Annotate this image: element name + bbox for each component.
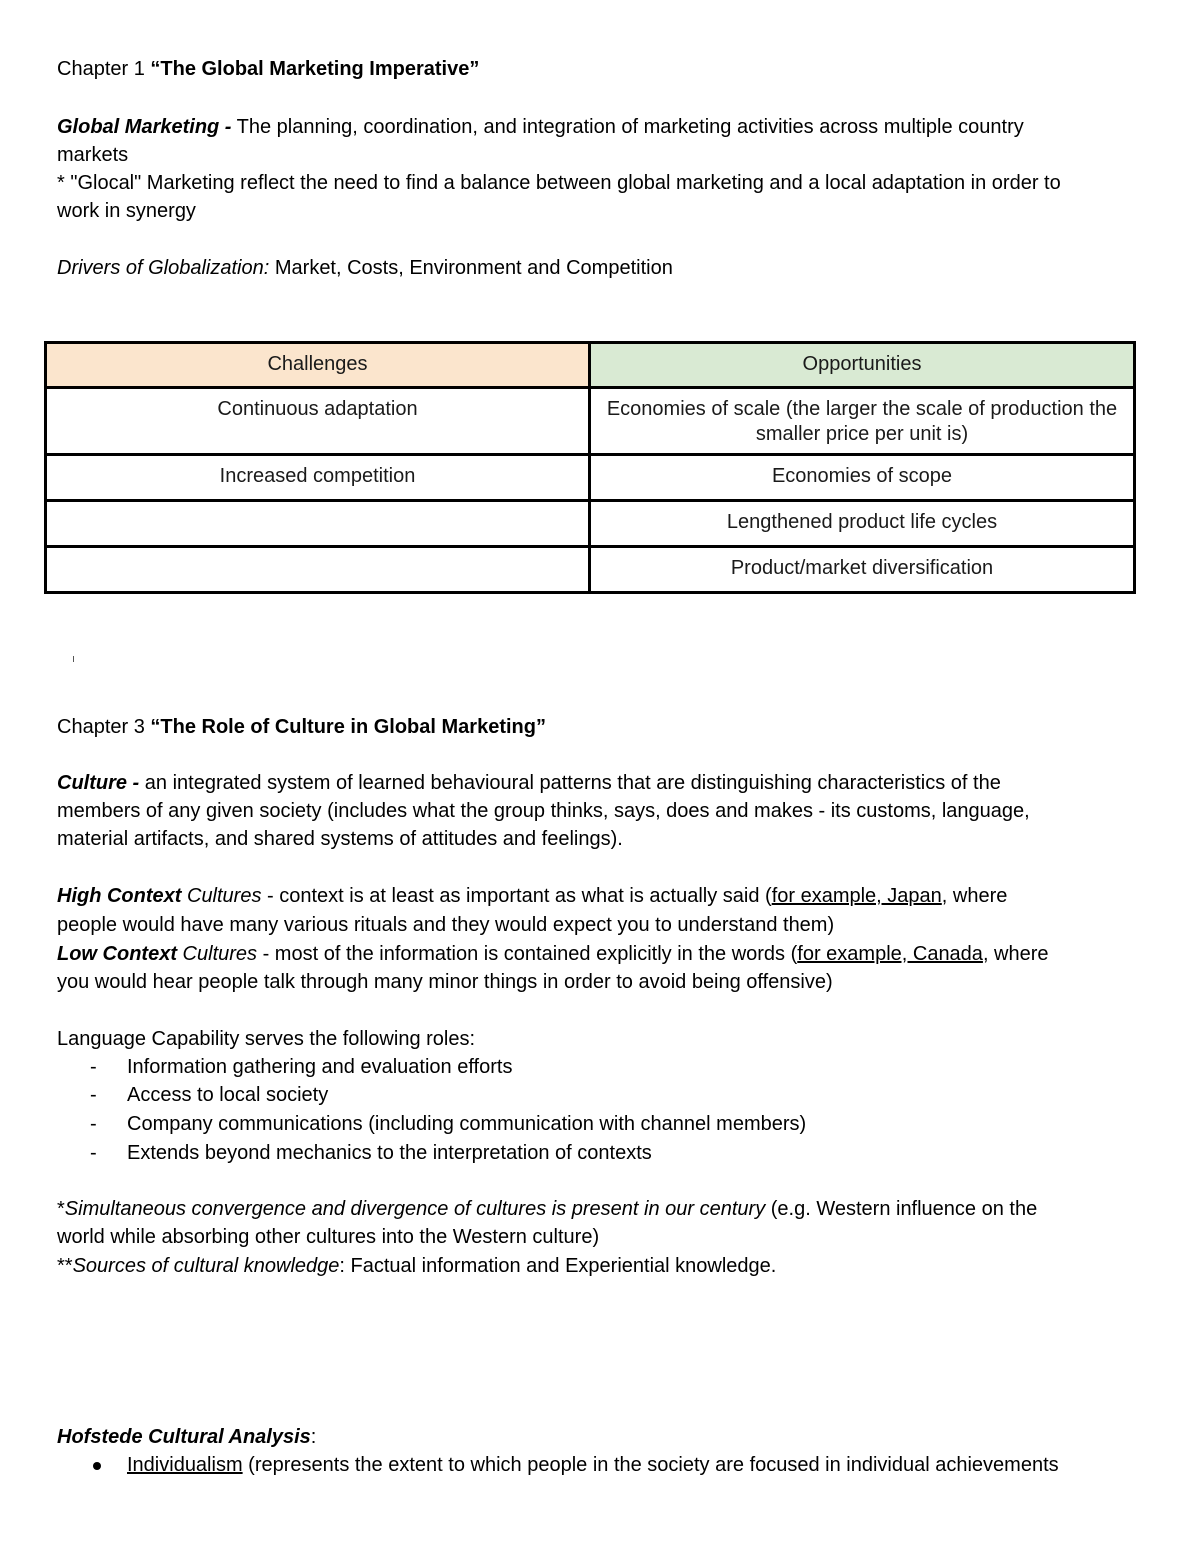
- high-context-text-2: , where: [941, 885, 1008, 907]
- opportunity-cell: Lengthened product life cycles: [590, 501, 1135, 547]
- convergence-line-2: world while absorbing other cultures into the Western culture): [57, 1226, 600, 1248]
- high-context-line-2: people would have many various rituals and they would expect you to understand them): [57, 914, 835, 936]
- convergence-text: (e.g. Western influence on the: [765, 1198, 1038, 1220]
- table-header-row: [46, 343, 1135, 388]
- hofstede-item-individualism: [127, 1451, 1059, 1479]
- high-context-definition: [57, 882, 1007, 910]
- dash-marker: -: [90, 1142, 97, 1164]
- drivers-label: Drivers of Globalization:: [57, 257, 270, 279]
- challenge-cell: [46, 547, 590, 593]
- stray-mark: [73, 656, 74, 662]
- culture-definition: [57, 769, 1001, 797]
- opportunity-cell: Economies of scope: [590, 455, 1135, 501]
- challenge-cell: Increased competition: [46, 455, 590, 501]
- global-marketing-definition: [57, 113, 1024, 141]
- language-role: Extends beyond mechanics to the interpretation of contexts: [127, 1142, 652, 1164]
- sources-italic: Sources of cultural knowledge: [72, 1255, 340, 1277]
- low-context-text-2: , where: [982, 943, 1049, 965]
- culture-line-1: an integrated system of learned behavioural patterns that are distinguishing characteristics of the: [139, 772, 1001, 794]
- individualism-text: (represents the extent to which people in the society are focused in individual achievements: [242, 1454, 1059, 1476]
- low-context-word: Cultures: [177, 943, 258, 965]
- hofstede-title: Hofstede Cultural Analysis: [57, 1426, 311, 1448]
- bullet-icon: [93, 1462, 101, 1470]
- chapter-1-prefix: Chapter 1: [57, 58, 151, 80]
- chapter-3-heading: [57, 713, 546, 741]
- culture-term: Culture -: [57, 772, 140, 794]
- convergence-star: *: [57, 1198, 65, 1220]
- culture-line-3: material artifacts, and shared systems of attitudes and feelings).: [57, 828, 623, 850]
- convergence-note: [57, 1195, 1037, 1223]
- individualism-term: Individualism: [127, 1454, 243, 1476]
- culture-line-2: members of any given society (includes what the group thinks, says, does and makes - its customs, language,: [57, 800, 1030, 822]
- glocal-line-2: work in synergy: [57, 200, 196, 222]
- global-marketing-def-1: The planning, coordination, and integration of marketing activities across multiple country: [231, 116, 1024, 138]
- sources-text: : Factual information and Experiential knowledge.: [339, 1255, 777, 1277]
- table-row: [46, 388, 1135, 455]
- high-context-text: - context is at least as important as what is actually said (: [261, 885, 772, 907]
- global-marketing-def-2: markets: [57, 144, 129, 166]
- language-intro: Language Capability serves the following roles:: [57, 1028, 476, 1050]
- challenges-opportunities-table: [44, 341, 1136, 594]
- header-opportunities: Opportunities: [590, 343, 1135, 388]
- opportunity-cell: Product/market diversification: [590, 547, 1135, 593]
- header-challenges: Challenges: [46, 343, 590, 388]
- glocal-line-1: * "Glocal" Marketing reflect the need to find a balance between global marketing and a local adaptation in order to: [57, 172, 1061, 194]
- challenge-cell: [46, 501, 590, 547]
- table-row: [46, 455, 1135, 501]
- global-marketing-term: Global Marketing -: [57, 116, 232, 138]
- low-context-text: - most of the information is contained explicitly in the words (: [257, 943, 798, 965]
- high-context-example: for example, Japan: [771, 885, 942, 907]
- low-context-term: Low Context: [57, 943, 177, 965]
- hofstede-heading: [57, 1423, 316, 1451]
- table-row: [46, 501, 1135, 547]
- convergence-italic: Simultaneous convergence and divergence of cultures is present in our century: [64, 1198, 766, 1220]
- table-row: [46, 547, 1135, 593]
- chapter-1-heading: [57, 55, 479, 83]
- sources-star: **: [57, 1255, 73, 1277]
- dash-marker: -: [90, 1056, 97, 1078]
- dash-marker: -: [90, 1084, 97, 1106]
- language-role: Information gathering and evaluation efforts: [127, 1056, 513, 1078]
- language-role: Company communications (including communication with channel members): [127, 1113, 807, 1135]
- chapter-3-prefix: Chapter 3: [57, 716, 151, 738]
- drivers-of-globalization: [57, 254, 673, 282]
- sources-note: [57, 1252, 776, 1280]
- opportunity-cell: Economies of scale (the larger the scale of production the smaller price per unit is): [590, 388, 1135, 455]
- high-context-word: Cultures: [181, 885, 262, 907]
- high-context-term: High Context: [57, 885, 182, 907]
- chapter-3-title: “The Role of Culture in Global Marketing”: [150, 716, 546, 738]
- drivers-text: Market, Costs, Environment and Competition: [269, 257, 673, 279]
- language-role: Access to local society: [127, 1084, 329, 1106]
- low-context-definition: [57, 940, 1049, 968]
- low-context-example: for example, Canada: [797, 943, 983, 965]
- chapter-1-title: “The Global Marketing Imperative”: [150, 58, 480, 80]
- hofstede-colon: :: [310, 1426, 317, 1448]
- challenge-cell: Continuous adaptation: [46, 388, 590, 455]
- dash-marker: -: [90, 1113, 97, 1135]
- low-context-line-2: you would hear people talk through many minor things in order to avoid being offensive): [57, 971, 833, 993]
